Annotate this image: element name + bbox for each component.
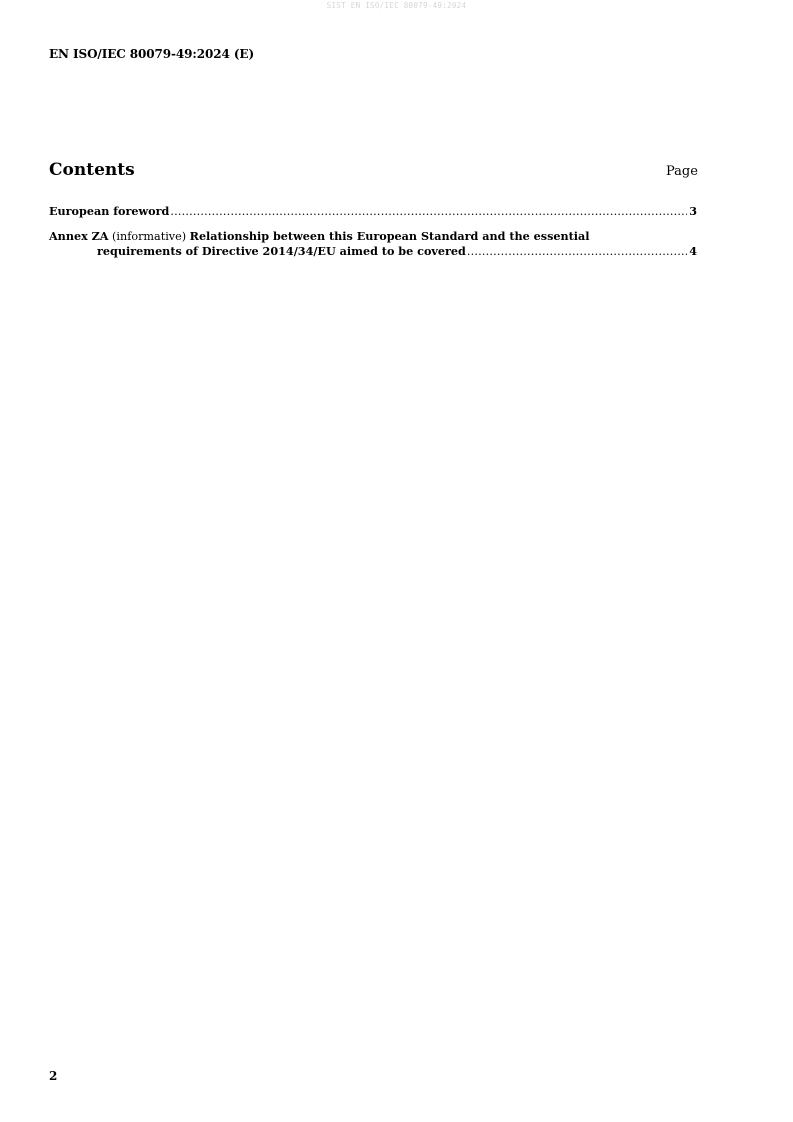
page-number: 2 — [49, 1069, 58, 1083]
toc-entry-page-number[interactable]: 3 — [689, 204, 697, 218]
page-column-label: Page — [666, 164, 698, 179]
toc-line — [49, 244, 697, 259]
toc-entry-title[interactable]: Relationship between this European Standard and the essential — [189, 229, 590, 243]
toc-line — [49, 204, 697, 219]
document-identifier: EN ISO/IEC 80079-49:2024 (E) — [49, 47, 255, 61]
toc-entry-page-number[interactable]: 4 — [689, 244, 697, 258]
watermark-text: SIST EN ISO/IEC 80079-49:2024 — [326, 1, 467, 10]
toc-entry-title-continued[interactable]: requirements of Directive 2014/34/EU aimed to be covered — [97, 244, 466, 258]
toc-entry-title[interactable]: European foreword — [49, 204, 170, 218]
table-of-contents — [49, 204, 697, 259]
annex-label[interactable]: Annex ZA — [49, 229, 109, 243]
contents-heading: Contents — [49, 160, 135, 180]
dot-leader — [467, 245, 687, 259]
toc-entry-european-foreword[interactable] — [49, 204, 697, 219]
toc-line — [49, 229, 697, 244]
toc-entry-annex-za[interactable] — [49, 229, 697, 259]
annex-qualifier: (informative) — [112, 230, 187, 243]
dot-leader — [170, 205, 687, 219]
